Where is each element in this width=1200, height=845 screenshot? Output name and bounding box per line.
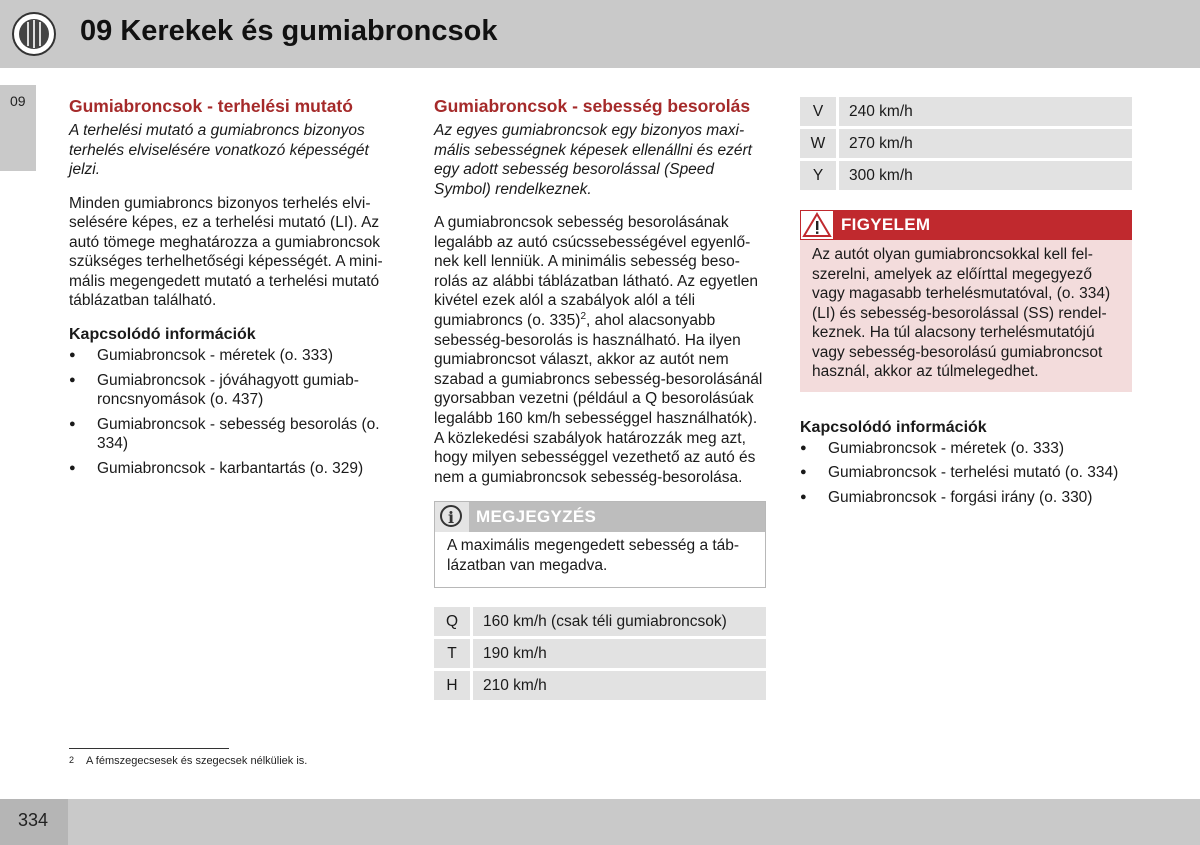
warning-title: FIGYELEM — [841, 215, 931, 234]
speed-code: Y — [800, 161, 836, 190]
footnote-text: A fémszegecsesek és szegecsek nélküliek is. — [86, 755, 308, 767]
note-text: A maximális megengedett sebesség a táblázatban van megadva. — [447, 537, 740, 574]
footnote-divider — [69, 748, 229, 749]
warning-header — [800, 210, 1132, 240]
page-number: 334 — [18, 810, 49, 830]
chapter-header — [0, 0, 1200, 68]
section-heading-load-index: Gumiabroncsok - terhelési mutató — [69, 96, 353, 116]
table-row — [800, 161, 1132, 190]
footnote-ref[interactable]: 2 — [580, 310, 587, 322]
speed-value: 300 km/h — [839, 161, 1132, 190]
warning-triangle-icon — [800, 210, 834, 240]
table-row — [434, 639, 766, 668]
note-box — [434, 501, 766, 588]
footnote — [69, 755, 307, 767]
side-tab-label: 09 — [10, 93, 26, 109]
related-list — [800, 439, 1132, 508]
speed-value: 210 km/h — [473, 671, 766, 700]
table-row — [434, 607, 766, 636]
column-speed-rating — [434, 95, 766, 703]
related-heading: Kapcsolódó információk — [69, 326, 256, 344]
chapter-side-tab[interactable] — [0, 85, 36, 171]
related-link[interactable]: ● Gumiabroncsok - terhelési mutató (o. 334) — [800, 463, 1132, 483]
speed-value: 160 km/h (csak téli gumiabroncsok) — [473, 607, 766, 636]
table-row — [800, 97, 1132, 126]
related-link[interactable]: ● Gumiabroncsok - karbantartás (o. 329) — [69, 459, 401, 479]
chapter-title: 09 Kerekek és gumiabroncsok — [80, 15, 498, 47]
footnote-number: 2 — [69, 755, 75, 765]
related-list — [69, 346, 401, 478]
note-header — [435, 502, 765, 532]
section-body: Minden gumiabroncs bizonyos terhelés elviselésére képes, ez a terhelési mutató (LI). Az autó tömege meghatározza a gumiabroncsok szükséges terhelhetőségi képességét. A minimális megengedett mutató a terhelési mutató táblázatban található. — [69, 194, 383, 310]
info-icon: i — [440, 505, 462, 527]
section-body: A gumiabroncsok sebesség besorolásának legalább az autó csúcssebességével egyenlőnek kell lenniük. A minimális sebesség besorolás az alábbi táblázatban látható. Az egyetlen kivétel ezek alól a szabályok alól a téli gumiabroncs (o. 335)$^2$, ahol alacsonyabb sebesség-besorolás is használható. Ha ilyen gumiabroncsot választ, akkor az autót nem szabad a gumiabroncs sebesség-besorolásánál gyorsabban vezetni (például a Q besorolásúak legalább 160 km/h sebességgel használhatók). A közlekedési szabályok határozzák meg azt, hogy milyen sebességgel vezethető az autó és nem a gumiabroncsok sebesség-besorolása. — [434, 214, 763, 486]
section-lead: A terhelési mutató a gumiabroncs bizonyos terhelés elviselésére vonatkozó képességét jelzi. — [69, 122, 369, 178]
section-lead: Az egyes gumiabroncsok egy bizonyos maximális sebességnek képesek ellenállni és ezért egy adott sebesség besorolással (Speed Symbol) rendelkeznek. — [434, 122, 752, 198]
speed-value: 190 km/h — [473, 639, 766, 668]
related-heading: Kapcsolódó információk — [800, 418, 987, 436]
related-link[interactable]: ● Gumiabroncsok - jóváhagyott gumiabroncsnyomások (o. 437) — [69, 371, 401, 410]
speed-code: V — [800, 97, 836, 126]
note-title: MEGJEGYZÉS — [476, 507, 597, 527]
tire-icon — [0, 0, 68, 68]
related-link[interactable]: ● Gumiabroncsok - sebesség besorolás (o. 334) — [69, 415, 401, 454]
speed-code: W — [800, 129, 836, 158]
related-link[interactable]: ● Gumiabroncsok - méretek (o. 333) — [69, 346, 401, 366]
table-row — [434, 671, 766, 700]
speed-code: H — [434, 671, 470, 700]
warning-box — [800, 210, 1132, 392]
speed-rating-table — [434, 604, 766, 703]
speed-code: T — [434, 639, 470, 668]
related-link[interactable]: ● Gumiabroncsok - forgási irány (o. 330) — [800, 488, 1132, 508]
related-link[interactable]: ● Gumiabroncsok - méretek (o. 333) — [800, 439, 1132, 459]
speed-code: Q — [434, 607, 470, 636]
speed-value: 270 km/h — [839, 129, 1132, 158]
table-row — [800, 129, 1132, 158]
speed-value: 240 km/h — [839, 97, 1132, 126]
section-heading-speed-rating: Gumiabroncsok - sebesség besorolás — [434, 96, 751, 116]
column-load-index — [69, 95, 401, 483]
speed-rating-table — [800, 94, 1132, 193]
warning-text: Az autót olyan gumiabroncsokkal kell felszerelni, amelyek az előírttal megegyező vagy magasabb terhelésmutatóval, (o. 334) (LI) és sebesség-besorolással (SS) rendelkeznek. Ha túl alacsony terhelésmutatójú vagy sebesség-besorolású gumiabroncsot használ, akkor az túlmelegedhet. — [800, 240, 1132, 392]
column-speed-rating-cont — [800, 94, 1132, 512]
page-footer — [0, 799, 1200, 845]
